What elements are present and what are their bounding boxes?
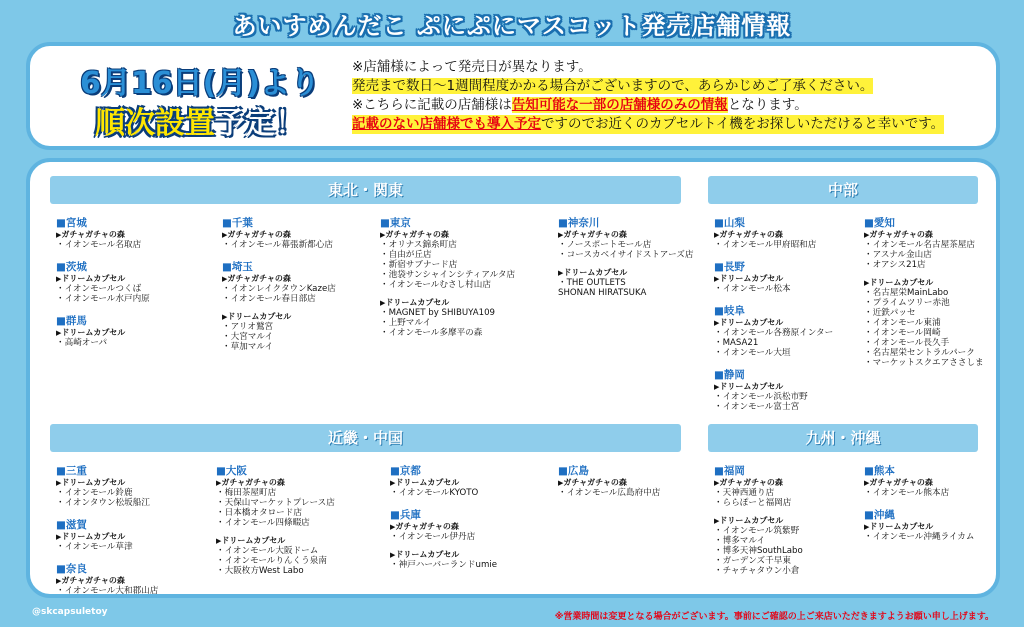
- spacer: [390, 498, 550, 506]
- store-item: SHONAN HIRATSUKA: [558, 288, 647, 298]
- spacer: [222, 250, 372, 258]
- store-item: ・高崎オーパ: [56, 338, 108, 348]
- spacer: [390, 542, 550, 550]
- column-osaka: [216, 462, 376, 576]
- prefecture-heading: ■ 長野: [714, 261, 854, 274]
- shop-brand-label: ▶ ドリームカプセル: [222, 312, 372, 322]
- store-item: ・イオンモール水戸内原: [56, 294, 150, 304]
- store-item: ・天神西通り店: [714, 488, 775, 498]
- store-item: ・プライムツリー赤池: [864, 298, 950, 308]
- spacer: [864, 270, 994, 278]
- shop-brand-label: ▶ ドリームカプセル: [864, 522, 994, 532]
- shop-brand-label: ▶ ガチャガチャの森: [56, 230, 206, 240]
- prefecture-heading: ■ 埼玉: [222, 261, 372, 274]
- store-item: ・ガーデンズ千早東: [714, 556, 791, 566]
- store-item: ・イオンモール名古屋茶屋店: [864, 240, 975, 250]
- spacer: [864, 498, 994, 506]
- store-item: ・梅田茶屋町店: [216, 488, 277, 498]
- business-hours-note: ※営業時間は変更となる場合がございます。事前にご確認の上ご来店いただきますようお願い申し上げます。: [554, 612, 994, 622]
- store-item: ・イオンモールKYOTO: [390, 488, 479, 498]
- shop-brand-label: ▶ ドリームカプセル: [56, 274, 206, 284]
- store-item: ・オリナス錦糸町店: [380, 240, 457, 250]
- prefecture-heading: ■ 京都: [390, 465, 550, 478]
- store-item: ・イオンモールりんくう泉南: [216, 556, 327, 566]
- prefecture-heading: ■ 奈良: [56, 563, 206, 576]
- shop-brand-label: ▶ ガチャガチャの森: [222, 274, 372, 284]
- store-item: ・天保山マーケットプレース店: [216, 498, 335, 508]
- prefecture-heading: ■ 宮城: [56, 217, 206, 230]
- shop-brand-label: ▶ ドリームカプセル: [380, 298, 550, 308]
- region-header-kinki-chugoku: 近畿・中国: [50, 424, 681, 452]
- shop-brand-label: ▶ ドリームカプセル: [390, 478, 550, 488]
- prefecture-heading: ■ 茨城: [56, 261, 206, 274]
- spacer: [714, 358, 854, 366]
- store-item: ・神戸ハーバーランドumie: [390, 560, 498, 570]
- prefecture-heading: ■ 神奈川: [558, 217, 698, 230]
- prefecture-heading: ■ 群馬: [56, 315, 206, 328]
- shop-brand-label: ▶ ドリームカプセル: [714, 382, 854, 392]
- spacer: [380, 290, 550, 298]
- store-item: ・イオンモール草津: [56, 542, 133, 552]
- store-item: ・イオンモール鈴鹿: [56, 488, 133, 498]
- prefecture-heading: ■ 福岡: [714, 465, 854, 478]
- store-item: ・イオンモール四條畷店: [216, 518, 310, 528]
- store-item: ・大宮マルイ: [222, 332, 274, 342]
- shop-brand-label: ▶ ガチャガチャの森: [56, 576, 206, 586]
- store-item: ・イオンモール甲府昭和店: [714, 240, 817, 250]
- shop-brand-label: ▶ ドリームカプセル: [558, 268, 698, 278]
- shop-brand-label: ▶ ドリームカプセル: [56, 532, 206, 542]
- prefecture-heading: ■ 大阪: [216, 465, 376, 478]
- store-item: ・イオンモール熊本店: [864, 488, 950, 498]
- column-chiba-saitama: [222, 214, 372, 352]
- store-item: ・イオンモール大和郡山店: [56, 586, 159, 596]
- shop-brand-label: ▶ ガチャガチャの森: [390, 522, 550, 532]
- store-item: ・イオンモール幕張新都心店: [222, 240, 333, 250]
- store-item: ・イオンモール広島府中店: [558, 488, 661, 498]
- column-fukuoka: [714, 462, 854, 576]
- spacer: [56, 508, 206, 516]
- store-item: ・名古屋栄MainLabo: [864, 288, 949, 298]
- store-item: ・イオンモールむさし村山店: [380, 280, 491, 290]
- store-item: ・近鉄パッセ: [864, 308, 916, 318]
- spacer: [56, 304, 206, 312]
- store-item: ・コースカベイサイドストアーズ店: [558, 250, 694, 260]
- store-item: ・博多天神SouthLabo: [714, 546, 803, 556]
- store-item: ・イオンモール大垣: [714, 348, 791, 358]
- prefecture-heading: ■ 東京: [380, 217, 550, 230]
- store-item: ・MAGNET by SHIBUYA109: [380, 308, 496, 318]
- social-handle: @skcapsuletoy: [32, 607, 108, 617]
- store-item: ・イオンモール松本: [714, 284, 791, 294]
- prefecture-heading: ■ 広島: [558, 465, 698, 478]
- shop-brand-label: ▶ ガチャガチャの森: [216, 478, 376, 488]
- shop-brand-label: ▶ ガチャガチャの森: [714, 230, 854, 240]
- notice-line-2: [352, 77, 944, 96]
- column-miyagi-ibaraki-gunma: [56, 214, 206, 348]
- store-item: ・オアシス21店: [864, 260, 926, 270]
- store-item: ・チャチャタウン小倉: [714, 566, 800, 576]
- prefecture-heading: ■ 千葉: [222, 217, 372, 230]
- store-item: ・アリオ鷲宮: [222, 322, 274, 332]
- spacer: [216, 528, 376, 536]
- region-header-kyushu-okinawa: 九州・沖縄: [708, 424, 978, 452]
- release-schedule: [60, 98, 340, 142]
- shop-brand-label: ▶ ガチャガチャの森: [864, 478, 994, 488]
- store-item: ・博多マルイ: [714, 536, 766, 546]
- column-tokyo: [380, 214, 550, 338]
- store-item: ・イオンモール大阪ドーム: [216, 546, 319, 556]
- shop-brand-label: ▶ ドリームカプセル: [714, 274, 854, 284]
- store-item: ・池袋サンシャインシティアルタ店: [380, 270, 516, 280]
- prefecture-heading: ■ 山梨: [714, 217, 854, 230]
- prefecture-heading: ■ 兵庫: [390, 509, 550, 522]
- notice-line-3c: となります。: [727, 97, 808, 113]
- store-item: ・MASA21: [714, 338, 759, 348]
- store-item: ・イオンモール名取店: [56, 240, 142, 250]
- shop-brand-label: ▶ ドリームカプセル: [216, 536, 376, 546]
- store-item: ・マーケットスクエアささしま: [864, 358, 984, 368]
- store-item: ・イオンモール多摩平の森: [380, 328, 483, 338]
- spacer: [222, 304, 372, 312]
- store-item: ・イオンモールつくば: [56, 284, 142, 294]
- spacer: [56, 552, 206, 560]
- notice-line-3b: 告知可能な一部の店舗様のみの情報: [511, 97, 728, 113]
- prefecture-heading: ■ 静岡: [714, 369, 854, 382]
- shop-brand-label: ▶ ドリームカプセル: [714, 516, 854, 526]
- store-item: ・アスナル金山店: [864, 250, 932, 260]
- region-header-chubu: 中部: [708, 176, 978, 204]
- spacer: [558, 260, 698, 268]
- spacer: [714, 250, 854, 258]
- region-header-tohoku-kanto: 東北・関東: [50, 176, 681, 204]
- release-notice-panel: [26, 42, 1000, 150]
- column-kanagawa: [558, 214, 698, 298]
- store-item: ・イオンモール春日部店: [222, 294, 316, 304]
- store-item: ・イオンモール沖縄ライカム: [864, 532, 975, 542]
- store-item: ・イオンモール伊丹店: [390, 532, 476, 542]
- schedule-suffix: 予定！: [215, 106, 305, 141]
- page-title: あいすめんだこ ぷにぷにマスコット発売店舗情報: [232, 12, 792, 40]
- notice-line-4b: ですのでお近くのカプセルトイ機をお探しいただけると幸いです。: [541, 116, 945, 132]
- store-item: ・ノースポートモール店: [558, 240, 652, 250]
- shop-brand-label: ▶ ガチャガチャの森: [222, 230, 372, 240]
- notice-line-2-text: 発売まで数日～1週間程度かかる場合がございますので、あらかじめご了承ください。: [352, 78, 874, 94]
- shop-brand-label: ▶ ドリームカプセル: [390, 550, 550, 560]
- prefecture-heading: ■ 滋賀: [56, 519, 206, 532]
- store-item: ・名古屋栄セントラルパーク: [864, 348, 975, 358]
- spacer: [714, 508, 854, 516]
- store-item: ・イオンモール東浦: [864, 318, 941, 328]
- column-hiroshima: [558, 462, 698, 498]
- shop-brand-label: ▶ ガチャガチャの森: [558, 478, 698, 488]
- shop-brand-label: ▶ ドリームカプセル: [864, 278, 994, 288]
- shop-brand-label: ▶ ドリームカプセル: [56, 478, 206, 488]
- store-item: ・日本橋オタロード店: [216, 508, 302, 518]
- store-list-panel: [26, 158, 1000, 598]
- store-item: ・イオンモール富士宮: [714, 402, 800, 412]
- shop-brand-label: ▶ ドリームカプセル: [56, 328, 206, 338]
- column-kumamoto-okinawa: [864, 462, 994, 542]
- store-item: ・草加マルイ: [222, 342, 274, 352]
- notice-line-3: [352, 96, 944, 115]
- store-item: ・イオンモール浜松市野: [714, 392, 808, 402]
- column-aichi: [864, 214, 994, 368]
- store-item: ・イオンモール各務原インター: [714, 328, 834, 338]
- column-kyoto-hyogo: [390, 462, 550, 570]
- spacer: [714, 294, 854, 302]
- store-item: ・上野マルイ: [380, 318, 432, 328]
- shop-brand-label: ▶ ドリームカプセル: [714, 318, 854, 328]
- prefecture-heading: ■ 愛知: [864, 217, 994, 230]
- prefecture-heading: ■ 岐阜: [714, 305, 854, 318]
- notice-line-4a: 記載のない店舗様でも導入予定: [352, 116, 541, 132]
- store-item: ・ららぽーと福岡店: [714, 498, 792, 508]
- store-item: ・イオンモール岡崎: [864, 328, 941, 338]
- notice-text: [352, 58, 944, 134]
- store-item: ・大阪枚方West Labo: [216, 566, 304, 576]
- notice-line-3a: ※こちらに記載の店舗様は: [352, 97, 512, 113]
- store-item: ・イオンタウン松坂船江: [56, 498, 150, 508]
- shop-brand-label: ▶ ガチャガチャの森: [558, 230, 698, 240]
- store-item: ・イオンモール長久手: [864, 338, 950, 348]
- column-yamanashi-nagano-gifu-shizuoka: [714, 214, 854, 412]
- shop-brand-label: ▶ ガチャガチャの森: [714, 478, 854, 488]
- store-item: ・THE OUTLETS: [558, 278, 626, 288]
- store-item: ・自由が丘店: [380, 250, 432, 260]
- schedule-highlight: 順次設置: [95, 106, 215, 141]
- shop-brand-label: ▶ ガチャガチャの森: [864, 230, 994, 240]
- column-mie-shiga-nara: [56, 462, 206, 596]
- shop-brand-label: ▶ ガチャガチャの森: [380, 230, 550, 240]
- store-item: ・イオンレイクタウンKaze店: [222, 284, 336, 294]
- prefecture-heading: ■ 熊本: [864, 465, 994, 478]
- store-item: ・イオンモール筑紫野: [714, 526, 800, 536]
- release-date: 6月16日(月)より: [79, 66, 321, 101]
- prefecture-heading: ■ 沖縄: [864, 509, 994, 522]
- store-item: ・新宿サブナード店: [380, 260, 458, 270]
- notice-line-4: [352, 115, 944, 134]
- prefecture-heading: ■ 三重: [56, 465, 206, 478]
- spacer: [56, 250, 206, 258]
- notice-line-1: ※店舗様によって発売日が異なります。: [352, 59, 592, 75]
